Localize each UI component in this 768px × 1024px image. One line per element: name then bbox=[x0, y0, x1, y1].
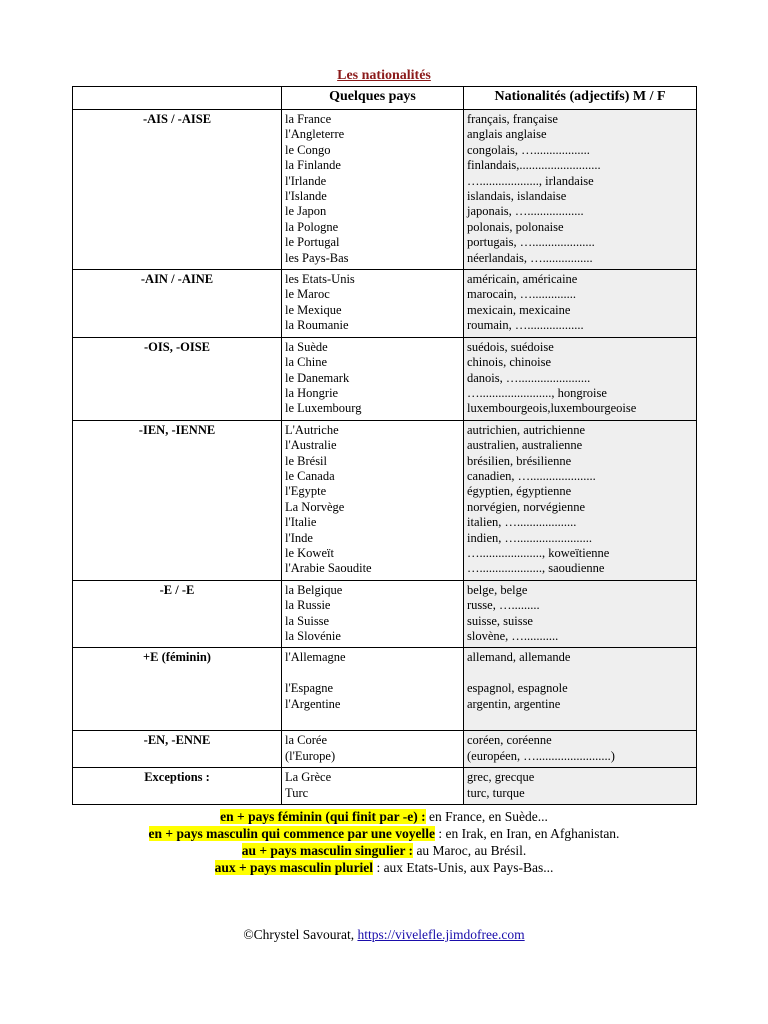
country-name: la Russie bbox=[285, 598, 331, 613]
adjective-form: italien, …................... bbox=[467, 515, 577, 530]
adjective-form: canadien, …..................... bbox=[467, 468, 596, 483]
adjective-form: américain, américaine bbox=[467, 272, 578, 287]
footer-link[interactable]: https://vivelefle.jimdofree.com bbox=[357, 927, 525, 942]
country-name: l'Irlande bbox=[285, 173, 327, 188]
country-name: les Etats-Unis bbox=[285, 272, 355, 287]
country-name: le Congo bbox=[285, 142, 331, 157]
adjective-form: allemand, allemande bbox=[467, 650, 571, 665]
adjective-form: coréen, coréenne bbox=[467, 733, 552, 748]
country-cell bbox=[282, 731, 464, 768]
country-name: La Norvège bbox=[285, 499, 345, 514]
rule-text: au Maroc, au Brésil. bbox=[413, 843, 527, 858]
rule-line bbox=[0, 825, 768, 842]
adjective-cell bbox=[464, 580, 697, 648]
adjective-form: …......................., hongroise bbox=[467, 385, 607, 400]
country-name: les Pays-Bas bbox=[285, 250, 349, 265]
rule-highlight: aux + pays masculin pluriel bbox=[214, 860, 374, 875]
country-cell bbox=[282, 420, 464, 580]
adjective-form: brésilien, brésilienne bbox=[467, 453, 572, 468]
rule-highlight: au + pays masculin singulier : bbox=[241, 843, 414, 858]
adjective-form: …..................., irlandaise bbox=[467, 173, 594, 188]
preposition-rules bbox=[0, 808, 768, 876]
adjective-form: danois, …....................... bbox=[467, 370, 591, 385]
table-row bbox=[73, 768, 697, 805]
adjective-form: …...................., saoudienne bbox=[467, 561, 605, 576]
header-suffix bbox=[73, 87, 282, 110]
adjective-form: argentin, argentine bbox=[467, 696, 561, 711]
adjective-form: turc, turque bbox=[467, 785, 525, 800]
adjective-cell bbox=[464, 270, 697, 338]
adjective-form: grec, grecque bbox=[467, 770, 535, 785]
adjective-form: français, française bbox=[467, 112, 558, 126]
adjective-form: marocain, ….............. bbox=[467, 287, 577, 302]
country-cell bbox=[282, 337, 464, 420]
adjective-form: portugais, ….................... bbox=[467, 235, 595, 250]
suffix-cell: -OIS, -OISE bbox=[73, 337, 282, 420]
table-row bbox=[73, 731, 697, 768]
country-name: La Grèce bbox=[285, 770, 332, 785]
country-name: l'Inde bbox=[285, 530, 313, 545]
table-row bbox=[73, 337, 697, 420]
adjective-cell bbox=[464, 337, 697, 420]
nationalities-table bbox=[72, 86, 697, 805]
country-name: le Koweït bbox=[285, 545, 334, 560]
adjective-form: autrichien, autrichienne bbox=[467, 422, 585, 437]
country-name: l'Arabie Saoudite bbox=[285, 561, 372, 576]
country-cell bbox=[282, 648, 464, 731]
rule-text: : aux Etats-Unis, aux Pays-Bas... bbox=[373, 860, 554, 875]
adjective-form: roumain, ….................. bbox=[467, 318, 584, 333]
adjective-form: mexicain, mexicaine bbox=[467, 302, 571, 317]
adjective-cell bbox=[464, 420, 697, 580]
country-name: la Slovénie bbox=[285, 629, 341, 643]
country-name: la Corée bbox=[285, 733, 327, 748]
adjective-form: …...................., koweïtienne bbox=[467, 545, 610, 560]
country-name: le Portugal bbox=[285, 235, 340, 250]
table-row bbox=[73, 648, 697, 731]
country-name: l'Egypte bbox=[285, 484, 327, 499]
country-name: l'Argentine bbox=[285, 696, 341, 711]
adjective-form: norvégien, norvégienne bbox=[467, 499, 586, 514]
country-name: la Suède bbox=[285, 339, 328, 354]
country-cell bbox=[282, 270, 464, 338]
adjective-form: chinois, chinoise bbox=[467, 355, 552, 370]
rule-highlight: en + pays masculin qui commence par une voyelle bbox=[148, 826, 435, 841]
country-cell bbox=[282, 768, 464, 805]
country-name: le Luxembourg bbox=[285, 401, 362, 416]
adjective-form: égyptien, égyptienne bbox=[467, 484, 572, 499]
adjective-form: belge, belge bbox=[467, 582, 528, 597]
rule-line bbox=[0, 808, 768, 825]
adjective-form: congolais, ….................. bbox=[467, 142, 590, 157]
adjective-form: luxembourgeois,luxembourgeoise bbox=[467, 401, 637, 416]
country-cell bbox=[282, 110, 464, 270]
suffix-cell: -AIS / -AISE bbox=[73, 110, 282, 270]
rule-text: en France, en Suède... bbox=[425, 809, 548, 824]
country-name: la Finlande bbox=[285, 158, 341, 173]
page-title: Les nationalités bbox=[337, 68, 431, 83]
country-name: L'Autriche bbox=[285, 422, 339, 437]
blank-line bbox=[285, 712, 460, 727]
country-name: Turc bbox=[285, 785, 309, 800]
country-name: l'Angleterre bbox=[285, 127, 345, 142]
country-name: la Pologne bbox=[285, 219, 339, 234]
country-name: la Roumanie bbox=[285, 318, 349, 333]
country-name: le Mexique bbox=[285, 302, 342, 317]
adjective-cell bbox=[464, 731, 697, 768]
adjective-form: anglais anglaise bbox=[467, 127, 547, 142]
rule-line bbox=[0, 842, 768, 859]
country-name: la Chine bbox=[285, 355, 328, 370]
country-name: l'Allemagne bbox=[285, 650, 346, 665]
rule-line bbox=[0, 859, 768, 876]
suffix-cell: -EN, -ENNE bbox=[73, 731, 282, 768]
table-row bbox=[73, 110, 697, 270]
adjective-form: russe, …......... bbox=[467, 598, 540, 613]
country-name: le Brésil bbox=[285, 453, 328, 468]
country-name: l'Islande bbox=[285, 189, 327, 204]
table-row bbox=[73, 270, 697, 338]
header-adjectives: Nationalités (adjectifs) M / F bbox=[464, 87, 697, 110]
adjective-form: espagnol, espagnole bbox=[467, 681, 568, 696]
adjective-cell bbox=[464, 110, 697, 270]
header-countries: Quelques pays bbox=[282, 87, 464, 110]
suffix-cell: -E / -E bbox=[73, 580, 282, 648]
adjective-form: australien, australienne bbox=[467, 438, 583, 453]
adjective-cell bbox=[464, 768, 697, 805]
country-name: l'Australie bbox=[285, 438, 337, 453]
footer bbox=[0, 927, 768, 943]
adjective-form: suisse, suisse bbox=[467, 613, 533, 628]
adjective-form: slovène, …........... bbox=[467, 629, 559, 643]
table-row bbox=[73, 420, 697, 580]
suffix-cell: -IEN, -IENNE bbox=[73, 420, 282, 580]
rule-highlight: en + pays féminin (qui finit par -e) : bbox=[220, 809, 426, 824]
country-name: l'Italie bbox=[285, 515, 317, 530]
country-name: la Hongrie bbox=[285, 385, 339, 400]
country-name: le Canada bbox=[285, 468, 335, 483]
table-row bbox=[73, 580, 697, 648]
suffix-cell: -AIN / -AINE bbox=[73, 270, 282, 338]
adjective-form: néerlandais, …................ bbox=[467, 250, 593, 265]
country-name: le Japon bbox=[285, 204, 327, 219]
adjective-form: indien, …........................ bbox=[467, 530, 592, 545]
country-name: la France bbox=[285, 112, 332, 126]
country-name: l'Espagne bbox=[285, 681, 334, 696]
footer-author: ©Chrystel Savourat, bbox=[243, 927, 358, 942]
adjective-form: suédois, suédoise bbox=[467, 339, 554, 354]
blank-line bbox=[467, 666, 693, 681]
rule-text: : en Irak, en Iran, en Afghanistan. bbox=[435, 826, 620, 841]
country-name: la Suisse bbox=[285, 613, 330, 628]
blank-line bbox=[285, 666, 460, 681]
country-name: la Belgique bbox=[285, 582, 343, 597]
adjective-cell bbox=[464, 648, 697, 731]
adjective-form: finlandais,.......................... bbox=[467, 158, 601, 173]
table-header-row bbox=[73, 87, 697, 110]
adjective-form: (européen, …........................) bbox=[467, 748, 615, 763]
blank-line bbox=[467, 712, 693, 727]
country-name: le Maroc bbox=[285, 287, 330, 302]
country-cell bbox=[282, 580, 464, 648]
adjective-form: polonais, polonaise bbox=[467, 219, 564, 234]
suffix-cell: Exceptions : bbox=[73, 768, 282, 805]
adjective-form: japonais, ….................. bbox=[467, 204, 584, 219]
adjective-form: islandais, islandaise bbox=[467, 189, 567, 204]
suffix-cell: +E (féminin) bbox=[73, 648, 282, 731]
country-name: (l'Europe) bbox=[285, 748, 336, 763]
country-name: le Danemark bbox=[285, 370, 350, 385]
